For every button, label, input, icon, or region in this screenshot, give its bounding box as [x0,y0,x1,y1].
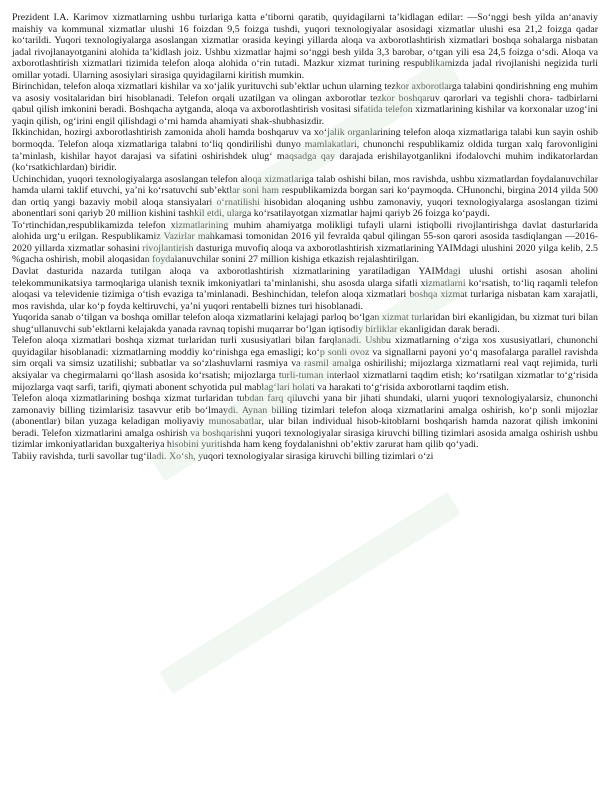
paragraph: Tabiiy ravishda, turli savollar tug‘iladi. Xo‘sh, yuqori texnologiyalar sirasiga kiruvchi billing tizimlari o‘zi [12,450,434,462]
paragraph: Telefon aloqa xizmatlarining boshqa xizmat turlaridan tubdan farq qiluvchi yana bir jihati shundaki, ularni yuqori texnologiyalarsiz, chunonchi zamonaviy billing tizimlarisiz tasavvur etib bo‘lmaydi. Aynan billing tizimlari telefon aloqa xizmatlarini amalga oshirish, ko‘p sonli mijozlar (abonentlar) bilan yuzaga keladigan moliyaviy munosabatlar, ular bilan individual hisob-kitoblarni boshqarish hamda nazorat qilish imkonini beradi. Telefon xizmatlarini amalga oshirish va boshqarishni yuqori texnologiyalar sirasiga kiruvchi billing tizimlari asosida amalga oshirish ushbu tizimlar imkoniyatlaridan buxgalteriya hisobini yuritishda ham keng foydalanishni ob’ektiv zarurat ham qilib qo‘yadi. [12,393,598,451]
paragraph: Ikkinchidan, hozirgi axborotlashtirish zamonida aholi hamda boshqaruv va xo‘jalik organlarining telefon aloqa xizmatlariga talabi kun sayin oshib bormoqda. Telefon aloqa xizmatlariga talabni to‘liq qondirilishi dunyo mamlakatlari, chunonchi respublikamiz oldida turgan xalq farovonligini ta’minlash, kishilar hayot darajasi va sifatini oshirishdek ulug‘ maqsadga qay darajada erishilayotganlikni ifodalovchi muhim indikatorlardan (ko‘rsatkichlardan) biridir. [12,127,598,174]
paragraph: Yuqorida sanab o‘tilgan va boshqa omillar telefon aloqa xizmatlarini kelajagi parloq bo‘lgan xizmat turlaridan biri ekanligidan, bu xizmat turi bilan shug‘ullanuvchi sub’ektlarni kelajakda yanada ravnaq topishi muqarrar bo‘lgan iqtisodiy birliklar ekanligidan darak beradi. [12,312,598,335]
paragraph: Prezident I.A. Karimov xizmatlarning ushbu turlariga katta e’tiborni qaratib, quyidagilarni ta’kidlagan edilar: —So‘nggi besh yilda an‘anaviy maishiy va kommunal xizmatlar ulushi 16 foizdan 9,5 foizga tushdi, yuqori texnologiyalar asosidagi xizmatlar ulushi esa 21,2 foizga qadar ko‘tarildi. Yuqori texnologiyalarga asoslangan xizmatlar orasida keyingi yillarda aloqa va axborotlashtirish xizmatlari boshqa sohalarga nisbatan jadal rivojlanayotganini alohida ta’kidlash joiz. Ushbu xizmatlar hajmi so‘nggi besh yilda 3,3 barobar, o‘tgan yili esa 24,5 foizga o‘sdi. Aloqa va axborotlashtirish xizmatlari tizimida telefon aloqa alohida o‘rin tutadi. Mazkur xizmat turining respublikamizda jadal rivojlanishi negizida turli omillar yotadi. Ularning asosiylari sirasiga quyidagilarni kiritish mumkin. [12,12,598,81]
paragraph: To‘rtinchidan,respublikamizda telefon xizmatlarining muhim ahamiyatga molikligi tufayli ularni istiqbolli rivojlantirishga davlat dasturlarida alohida urg‘u erilgan. Respublikamiz Vazirlar mahkamasi tomonidan 2016 yil fevralda qabul qilingan 55-son qarori asosida tasdiqlangan —2016-2020 yillarda xizmatlar sohasini rivojlantirish dasturiga muvofiq aloqa va axborotlashtirish xizmatlarining YAIMdagi ulushini 2020 yilga kelib, 2.5 %gacha oshirish, mobil aloqasidan foydalanuvchilar sonini 27 million kishiga etkazish rejalashtirilgan. [12,219,598,266]
document-page [12,12,598,462]
paragraph: Davlat dasturida nazarda tutilgan aloqa va axborotlashtirish xizmatlarining yaratiladigan YAIMdagi ulushi ortishi asosan aholini telekommunikatsiya tarmoqlariga ulanish texnik imkoniyatlari ta’minlanishi, shu asosda ularga sifatli xizmatlarni ko‘rsatish, to‘liq raqamli telefon aloqasi va televidenie tizimiga o‘tish evaziga ta’minlanadi. Beshinchidan, telefon aloqa xizmatlari boshqa xizmat turlariga nisbatan kam xarajatli, mos ravishda, ular ko‘p foyda keltiruvchi, ya’ni yuqori rentabelli biznes turi hisoblanadi. [12,266,598,312]
paragraph: Uchinchidan, yuqori texnologiyalarga asoslangan telefon aloqa xizmatlariga talab oshishi bilan, mos ravishda, ushbu xizmatlardan foydalanuvchilar hamda ularni taklif etuvchi, ya’ni ko‘rsatuvchi sub’ektlar soni ham respublikamizda borgan sari ko‘paymoqda. CHunonchi, birgina 2014 yilda 500 dan ortiq yangi bazaviy mobil aloqa stansiyalari o‘rnatilishi hisobidan aloqaning ushbu zamonaviy, yuqori texnologiyalarga asoslangan tizimi abonentlari soni qariyb 20 million kishini tashkil etdi, ularga ko‘rsatilayotgan xizmatlar hajmi qariyb 26 foizga ko‘paydi. [12,173,598,220]
paragraph: Birinchidan, telefon aloqa xizmatlari kishilar va xo‘jalik yurituvchi sub’ektlar uchun ularning tezkor axborotlarga talabini qondirishning eng muhim va asosiy vositalaridan biri hisoblanadi. Telefon orqali uzatilgan va olingan axborotlar tezkor boshqaruv qarorlari va tegishli chora- tadbirlarni qabul qilish imkonini beradi. Boshqacha aytganda, aloqa va axborotlashtirish vositasi sifatida telefon xizmatlarining kishilar va korxonalar uzog‘ini yaqin qilish, og‘irini engil qilishdagi o‘rni hamda ahamiyati shak-shubhasizdir. [12,81,598,127]
paragraph: Telefon aloqa xizmatlari boshqa xizmat turlaridan turli xususiyatlari bilan farqlanadi. Ushbu xizmatlarning o‘ziga xos xususiyatlari, chunonchi quyidagilar hisoblanadi: xizmatlarning moddiy ko‘rinishga ega emasligi; ko‘p sonli ovoz va signallarni payoni yo‘q masofalarga parallel ravishda sim orqali va simsiz uzatilishi; subbatlar va so‘zlashuvlarni rasmiya va rasmil amalga oshirilishi; mijozlarga xizmatlarni real vaqt rejimida, turli aksiyalar va chegirmalarni qo‘llash asosida ko‘rsatish; mijozlarga turli-tuman interlaol xizmatlarni taqdim etish; ko‘rsatilgan xizmatlar to‘g‘risida mijozlarga vaqt sarfi, tarifi, qiymati abonent schyotida pul mablag‘lari holati va harakati to‘g‘risida axborotlarni taqdim etish. [12,335,598,393]
